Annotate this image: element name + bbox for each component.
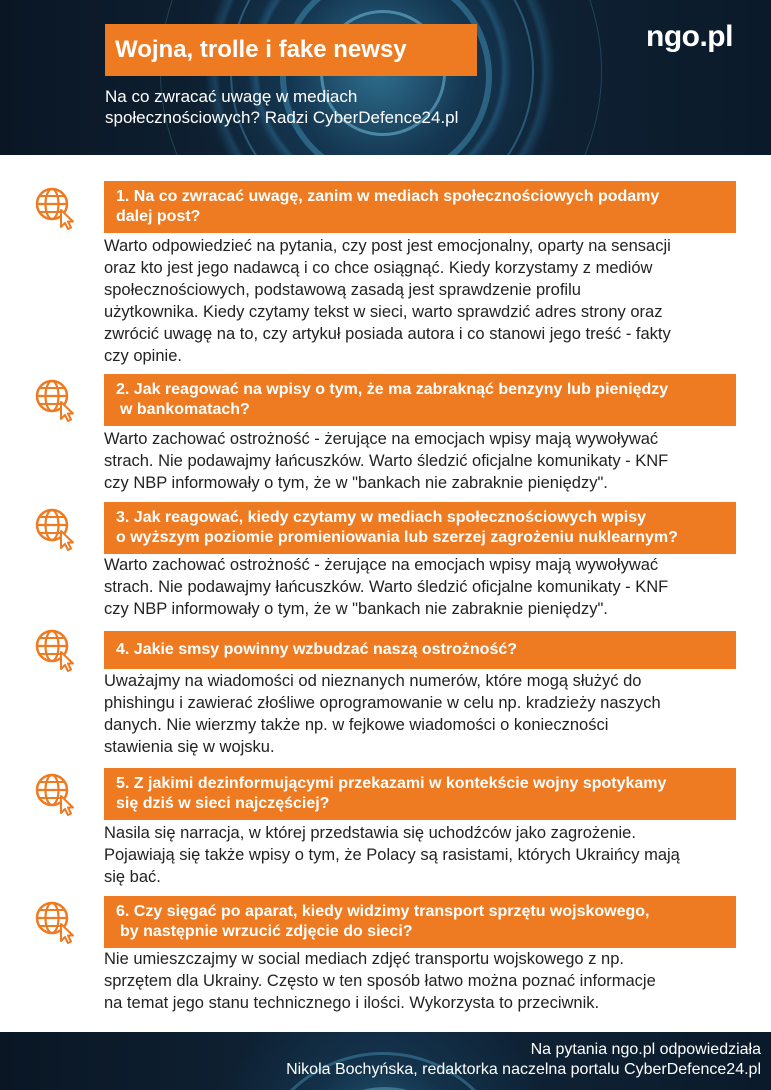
answer-line: strach. Nie podawajmy łańcuszków. Warto śledzić oficjalne komunikaty - KNF (104, 578, 669, 596)
answer-line: użytkownika. Kiedy czytamy tekst w sieci, warto sprawdzić adres strony oraz (104, 303, 663, 321)
answer-text (104, 554, 734, 620)
answer-line: danych. Nie wierzmy także np. w fejkowe wiadomości o konieczności (104, 716, 609, 734)
answer-text (104, 948, 734, 1014)
footer-line: Nikola Bochyńska, redaktorka naczelna portalu CyberDefence24.pl (286, 1061, 761, 1078)
answer-line: czy opinie. (104, 347, 182, 365)
answer-line: czy NBP informowały o tym, że w "bankach nie zabraknie pieniędzy". (104, 600, 608, 618)
answer-line: Pojawiają się także wpisy o tym, że Polacy są rasistami, których Ukraińcy mają (104, 846, 680, 864)
globe-cursor-icon (34, 507, 78, 551)
page-subtitle (105, 86, 525, 128)
answer-line: Uważajmy na wiadomości od nieznanych numerów, które mogą służyć do (104, 672, 642, 690)
globe-cursor-icon (34, 378, 78, 422)
question-line: 4. Jakie smsy powinny wzbudzać naszą ostrożność? (116, 641, 518, 658)
answer-line: się bać. (104, 868, 161, 886)
question-bar (104, 502, 736, 554)
globe-cursor-icon (34, 900, 78, 944)
subtitle-line: społecznościowych? Radzi CyberDefence24.pl (105, 108, 459, 127)
question-line: by następnie wrzucić zdjęcie do sieci? (120, 923, 413, 940)
answer-line: zwrócić uwagę na to, czy artykuł posiada autora i co stanowi jego treść - fakty (104, 325, 671, 343)
question-bar (104, 768, 736, 820)
globe-cursor-icon (34, 628, 78, 672)
answer-line: na temat jego stanu technicznego i ilości. Wykorzysta to przeciwnik. (104, 994, 600, 1012)
answer-line: stawienia się w wojsku. (104, 738, 275, 756)
question-line: w bankomatach? (120, 401, 250, 418)
question-line: 6. Czy sięgać po aparat, kiedy widzimy transport sprzętu wojskowego, (116, 903, 650, 920)
footer-line: Na pytania ngo.pl odpowiedziała (530, 1041, 761, 1058)
footer-banner (0, 1032, 771, 1090)
answer-line: sprzętem dla Ukrainy. Często w ten sposób łatwo można poznać informacje (104, 972, 656, 990)
answer-line: Warto odpowiedzieć na pytania, czy post jest emocjonalny, oparty na sensacji (104, 237, 671, 255)
answer-text (104, 235, 734, 367)
question-bar (104, 631, 736, 669)
subtitle-line: Na co zwracać uwagę w mediach (105, 87, 358, 106)
answer-line: phishingu i zawierać złośliwe oprogramowanie w celu np. kradzieży naszych (104, 694, 661, 712)
globe-cursor-icon (34, 772, 78, 816)
question-bar (104, 896, 736, 948)
brand-logo: ngo.pl (646, 20, 733, 53)
answer-line: Warto zachować ostrożność - żerujące na emocjach wpisy mają wywoływać (104, 430, 659, 448)
question-line: dalej post? (116, 208, 201, 225)
answer-line: Warto zachować ostrożność - żerujące na emocjach wpisy mają wywoływać (104, 556, 659, 574)
answer-line: oraz kto jest jego nadawcą i co chce osiągnąć. Kiedy korzystamy z mediów (104, 259, 653, 277)
question-line: 1. Na co zwracać uwagę, zanim w mediach społecznościowych podamy (116, 188, 660, 205)
footer-credit (286, 1040, 761, 1080)
question-line: 3. Jak reagować, kiedy czytamy w mediach społecznościowych wpisy (116, 509, 647, 526)
answer-line: Nie umieszczajmy w social mediach zdjęć transportu wojskowego z np. (104, 950, 624, 968)
header-banner (0, 0, 771, 155)
answer-text (104, 822, 734, 888)
question-line: o wyższym poziomie promieniowania lub szerzej zagrożeniu nuklearnym? (116, 529, 678, 546)
answer-line: strach. Nie podawajmy łańcuszków. Warto śledzić oficjalne komunikaty - KNF (104, 452, 669, 470)
question-bar (104, 374, 736, 426)
answer-line: Nasila się narracja, w której przedstawia się uchodźców jako zagrożenie. (104, 824, 636, 842)
globe-cursor-icon (34, 186, 78, 230)
question-line: 2. Jak reagować na wpisy o tym, że ma zabraknąć benzyny lub pieniędzy (116, 381, 669, 398)
answer-line: społecznościowych, podstawową zasadą jest sprawdzenie profilu (104, 281, 581, 299)
question-line: się dziś w sieci najczęściej? (116, 795, 330, 812)
answer-text (104, 428, 734, 494)
answer-line: czy NBP informowały o tym, że w "bankach nie zabraknie pieniędzy". (104, 474, 608, 492)
question-line: 5. Z jakimi dezinformującymi przekazami w kontekście wojny spotykamy (116, 775, 667, 792)
answer-text (104, 670, 734, 758)
page-title: Wojna, trolle i fake newsy (105, 24, 477, 76)
question-bar (104, 181, 736, 233)
